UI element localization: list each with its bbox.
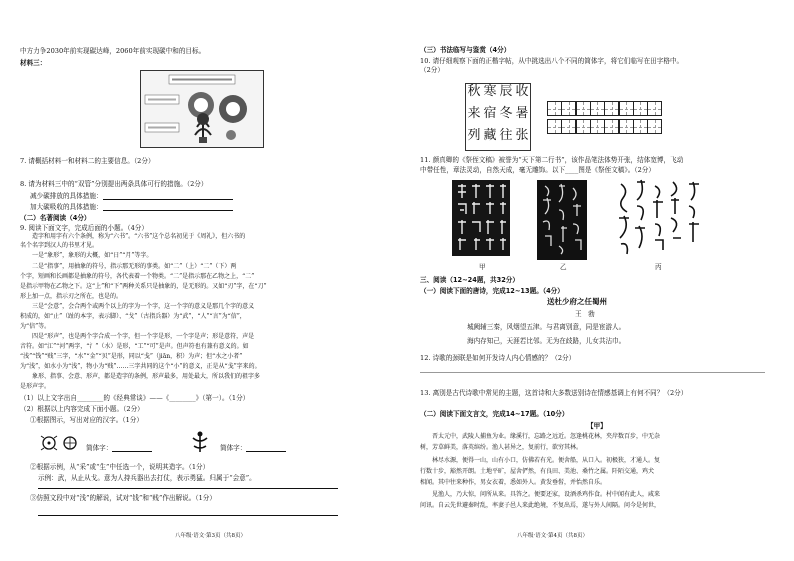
passage-jia-marker: 【甲】 — [587, 422, 607, 430]
question-9-1: （1）以上文字出自________的《经典常谈》——《________》（第一）。（1分） — [20, 394, 250, 402]
simplified-label: 简体字： — [86, 444, 152, 452]
passage-line: 象形、指事、会意、形声，都是造字的条例，形声最多，用处最大，所以我们的祖字多 — [20, 373, 261, 380]
passage-line: 为“浅”，如水小为“浅”，物小为“贱”……三字共同的这个“小”的意义，正是从“戋”字来的。 — [20, 363, 261, 370]
poem-line: 城阙辅三秦，风烟望五津。与君离别意，同是宦游人。 — [467, 323, 626, 331]
question-11: 11. 颜真卿的《祭侄文稿》被誉为“天下第二行书”，该作品笔法体势开张，结体宽博，飞动 — [420, 156, 684, 164]
question-9-3: ③仿照文段中对“浅”的解说，试对“钱”和“贱”作出解说。（1分） — [30, 494, 216, 502]
model-calligraphy — [465, 83, 531, 151]
model-character: 秋 — [467, 84, 481, 99]
model-character: 来 — [467, 106, 481, 121]
answer-space[interactable] — [420, 372, 765, 373]
example-text: 示例：武，从止从戈。意为人持兵器出去打仗，表示勇猛。归属于“会意”。 — [38, 474, 256, 482]
model-character: 张 — [515, 128, 529, 143]
question-7: 7. 请概括材料一和材料二的主要信息。（2分） — [20, 157, 155, 165]
section-two-heading: （二）名著阅读（4分） — [20, 214, 91, 222]
grid-cell[interactable] — [647, 119, 662, 134]
grid-cell[interactable] — [619, 119, 634, 134]
model-character: 收 — [515, 84, 529, 99]
grid-cell[interactable] — [547, 101, 562, 116]
passage-line: 行数十步，豁然开朗。土地平旷，屋舍俨然，有良田、美池、桑竹之属。阡陌交通，鸡犬 — [420, 468, 655, 475]
carbon-figure — [140, 70, 264, 148]
writing-grid-row-1 — [547, 101, 662, 116]
passage-line: “浅”“钱”“贱”三字，“水”“金”“贝”是形，同以“戋”（jiān，积）为声；但“水之小者” — [20, 353, 243, 360]
question-9: 9. 阅读下面文字，完成后面的小题。（4分） — [20, 224, 148, 232]
model-character: 暑 — [515, 106, 529, 121]
passage-line: 是形声字。 — [20, 383, 51, 390]
right-page — [397, 0, 794, 561]
grid-cell[interactable] — [561, 119, 576, 134]
grid-cell[interactable] — [604, 101, 619, 116]
calligraphy-sample-c — [615, 178, 705, 258]
grid-cell[interactable] — [647, 101, 662, 116]
grid-cell[interactable] — [576, 119, 591, 134]
grid-cell[interactable] — [590, 119, 605, 134]
classical-section-heading: （二）阅读下面文言文，完成14~17题。（10分） — [420, 410, 569, 418]
answer-line[interactable] — [38, 515, 338, 516]
answer-line[interactable] — [103, 210, 233, 211]
poem-title: 送杜少府之任蜀州 — [547, 297, 607, 306]
calligraphy-sample-a — [452, 180, 510, 256]
model-character: 往 — [499, 128, 513, 143]
passage-line: 一是“象形”，象形的大概，如“日”“月”等字。 — [20, 252, 153, 259]
passage-line: 晋太元中，武陵人捕鱼为业。缘溪行，忘路之远近。忽逢桃花林，夹岸数百步，中无杂 — [420, 433, 661, 440]
passage-line: 见渔人，乃大惊，问所从来。具答之。便要还家，设酒杀鸡作食。村中闻有此人，咸来 — [420, 491, 661, 498]
calligraphy-sample-b — [537, 180, 587, 260]
label-bing: 丙 — [655, 263, 662, 271]
grid-cell[interactable] — [590, 101, 605, 116]
poem-author: 王 勃 — [575, 310, 595, 318]
label-yi: 乙 — [560, 263, 567, 271]
ancient-glyph-tree-icon — [190, 430, 210, 454]
section-reading-heading: 三、阅读（12~24题，共32分） — [420, 276, 519, 284]
grid-cell[interactable] — [576, 101, 591, 116]
grid-cell[interactable] — [604, 119, 619, 134]
passage-line: 相闻。其中往来种作，男女衣着，悉如外人。黄发垂髫，并怡然自乐。 — [420, 479, 607, 486]
writing-grid-row-2 — [547, 119, 662, 134]
question-13: 13. 离别是古代诗歌中常见的主题，这首诗和大多数送别诗在情感基调上有何不同？（2分） — [420, 389, 688, 397]
model-character: 寒 — [483, 84, 497, 99]
question-8: 8. 请为材料三中的“双管”分别提出两条具体可行的措施。（2分） — [20, 180, 208, 188]
question-9-2b: ②根据示例，从“采”或“生”中任选一个，说明其造字。（1分） — [30, 463, 210, 471]
question-11-b: 中带任性，章法灵动，自然天成，毫无雕饰。以下____图是《祭侄文稿》。（2分） — [420, 166, 655, 174]
grid-cell[interactable] — [561, 101, 576, 116]
label-jia: 甲 — [479, 263, 486, 271]
answer-line[interactable] — [38, 488, 338, 489]
model-character: 藏 — [483, 128, 497, 143]
text-line: 中方力争2030年前实现碳达峰，2060年前实现碳中和的目标。 — [20, 47, 206, 55]
answer-line[interactable] — [246, 451, 286, 452]
passage-line: 是指示甲物在乙物之下。这“上”和“下”两种关系只是抽象的，是无形的。又如“刃”字，在“刀” — [20, 283, 267, 290]
grid-cell[interactable] — [633, 119, 648, 134]
question-12: 12. 诗歌的颈联是如何开发诗人内心情感的？（2分） — [420, 354, 576, 362]
grid-cell[interactable] — [547, 119, 562, 134]
simplified-label: 简体字： — [220, 444, 286, 452]
question-9-2a: ①根据图示，写出对应的汉字。（1分） — [30, 416, 143, 424]
passage-line: 名个名字到汉人的书里才见。 — [20, 242, 99, 249]
passage-line: 问讯。自云先世避秦时乱，率妻子邑人来此绝境，不复出焉，遂与外人间隔。问今是何世， — [420, 502, 661, 509]
passage-line: 三是“会意”，会合两个或两个以上的字为一个字，这一个字的意义是那几个字的意义 — [20, 303, 255, 310]
grid-cell[interactable] — [619, 101, 634, 116]
question-10-points: （2分） — [420, 66, 444, 74]
passage-line: 四是“形声”，也是两个字合成一个字，但一个字是形，一个字是声；形是意符，声是 — [20, 333, 255, 340]
passage-line: 积成的，如“止”（趾的本字，表示脚）、“戈”（古指兵器）为“武”，“人”“言”为“信”， — [20, 313, 246, 320]
q8-label-reduce: 减少碳排放的具体措施： — [30, 192, 233, 200]
material-three-label: 材料三： — [20, 59, 47, 67]
passage-line: 造字和用字有六个条例，称为“六书”。“六书”这个总名初见于《周礼》，但六书的 — [20, 233, 246, 240]
page-footer: 八年级·语文·第4页（共8页） — [517, 533, 588, 539]
passage-line: 林尽水源，便得一山，山有小口，仿佛若有光。便舍船，从口入。初极狭，才通人。复 — [420, 457, 661, 464]
passage-line: 形上加一点，指示刃之所在，也是的。 — [20, 293, 123, 300]
model-character: 列 — [467, 128, 481, 143]
grid-cell[interactable] — [633, 101, 648, 116]
passage-line: 二是“指事”，用抽象的符号，指示那无形的事类。如“二”（上）“二”（下）两 — [20, 263, 237, 270]
passage-line: 树，芳草鲜美，落英缤纷。渔人甚异之，复前行，欲穷其林。 — [420, 444, 583, 451]
model-character: 辰 — [499, 84, 513, 99]
answer-line[interactable] — [103, 199, 233, 200]
q8-label-absorb: 加大碳吸收的具体措施： — [30, 203, 233, 211]
passage-line: 音符。如“江”“河”两字，“氵”（水）是形，“工”“可”是声。但声符也有兼有意义的。如 — [20, 343, 249, 350]
page-footer: 八年级·语文·第3页（共8页） — [175, 533, 246, 539]
section-three-heading: （三）书法临写与鉴赏（4分） — [420, 46, 511, 54]
question-9-2: （2）根据以上内容完成下面小题。（2分） — [20, 405, 144, 413]
ancient-glyph-sun-icon — [40, 432, 80, 454]
answer-line[interactable] — [112, 451, 152, 452]
passage-line: 为“信”等。 — [20, 323, 51, 330]
question-10: 10. 请仔细观察下面的正楷字帖，从中挑选出八个不同的简体字，将它们临写在田字格中。 — [420, 57, 684, 65]
model-character: 冬 — [499, 106, 513, 121]
passage-line: 个字，短画和长画都是抽象的符号，各代表着一个物类。“二”是指示那在乙物之上，“二” — [20, 273, 255, 280]
model-character: 宿 — [483, 106, 497, 121]
poem-line: 海内存知己，天涯若比邻。无为在歧路，儿女共沾巾。 — [467, 337, 626, 345]
poem-section-heading: （一）阅读下面的唐诗，完成12~13题。（4分） — [420, 287, 564, 295]
